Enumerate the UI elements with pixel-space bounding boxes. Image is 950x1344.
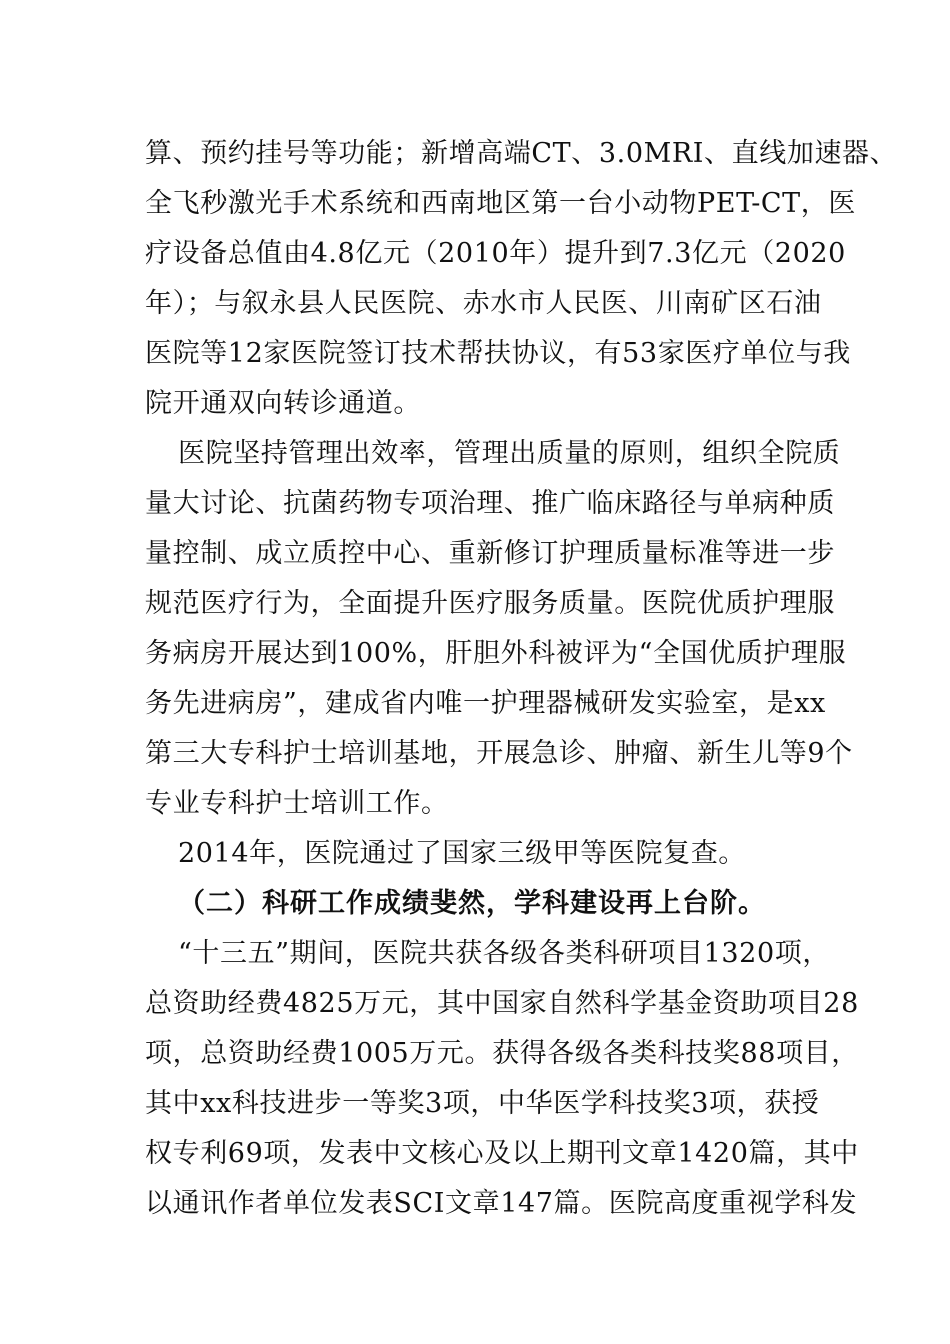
paragraph-line: 权专利69项，发表中文核心及以上期刊文章1420篇，其中 — [145, 1138, 859, 1169]
paragraph-line: 总资助经费4825万元，其中国家自然科学基金资助项目28 — [145, 988, 859, 1019]
paragraph-line: 量大讨论、抗菌药物专项治理、推广临床路径与单病种质 — [145, 488, 835, 519]
paragraph-line: 算、预约挂号等功能；新增高端CT、3.0MRI、直线加速器、 — [145, 138, 898, 169]
paragraph-line: 量控制、成立质控中心、重新修订护理质量标准等进一步 — [145, 538, 835, 569]
paragraph-line: 专业专科护士培训工作。 — [145, 788, 449, 819]
paragraph-line: 医院坚持管理出效率，管理出质量的原则，组织全院质 — [178, 438, 841, 469]
paragraph-line: 全飞秒激光手术系统和西南地区第一台小动物PET-CT，医 — [145, 188, 856, 219]
paragraph-line: 医院等12家医院签订技术帮扶协议，有53家医疗单位与我 — [145, 338, 851, 369]
paragraph-line: 年）；与叙永县人民医院、赤水市人民医、川南矿区石油 — [145, 288, 822, 319]
paragraph-line: 院开通双向转诊通道。 — [145, 388, 421, 419]
paragraph-line: 第三大专科护士培训基地，开展急诊、肿瘤、新生儿等9个 — [145, 738, 853, 769]
section-heading: （二）科研工作成绩斐然，学科建设再上台阶。 — [178, 888, 766, 919]
paragraph-line: 以通讯作者单位发表SCI文章147篇。医院高度重视学科发 — [145, 1188, 858, 1219]
paragraph-line: 项，总资助经费1005万元。获得各级各类科技奖88项目， — [145, 1038, 859, 1069]
paragraph-line: 务病房开展达到100%，肝胆外科被评为“全国优质护理服 — [145, 638, 847, 669]
paragraph-line: 其中xx科技进步一等奖3项，中华医学科技奖3项，获授 — [145, 1088, 820, 1119]
paragraph-line: 疗设备总值由4.8亿元（2010年）提升到7.3亿元（2020 — [145, 238, 846, 269]
paragraph-line: 务先进病房”，建成省内唯一护理器械研发实验室，是xx — [145, 688, 826, 719]
paragraph-line: “十三五”期间，医院共获各级各类科研项目1320项， — [178, 938, 830, 969]
paragraph-line: 2014年，医院通过了国家三级甲等医院复查。 — [178, 838, 746, 869]
paragraph-line: 规范医疗行为，全面提升医疗服务质量。医院优质护理服 — [145, 588, 835, 619]
